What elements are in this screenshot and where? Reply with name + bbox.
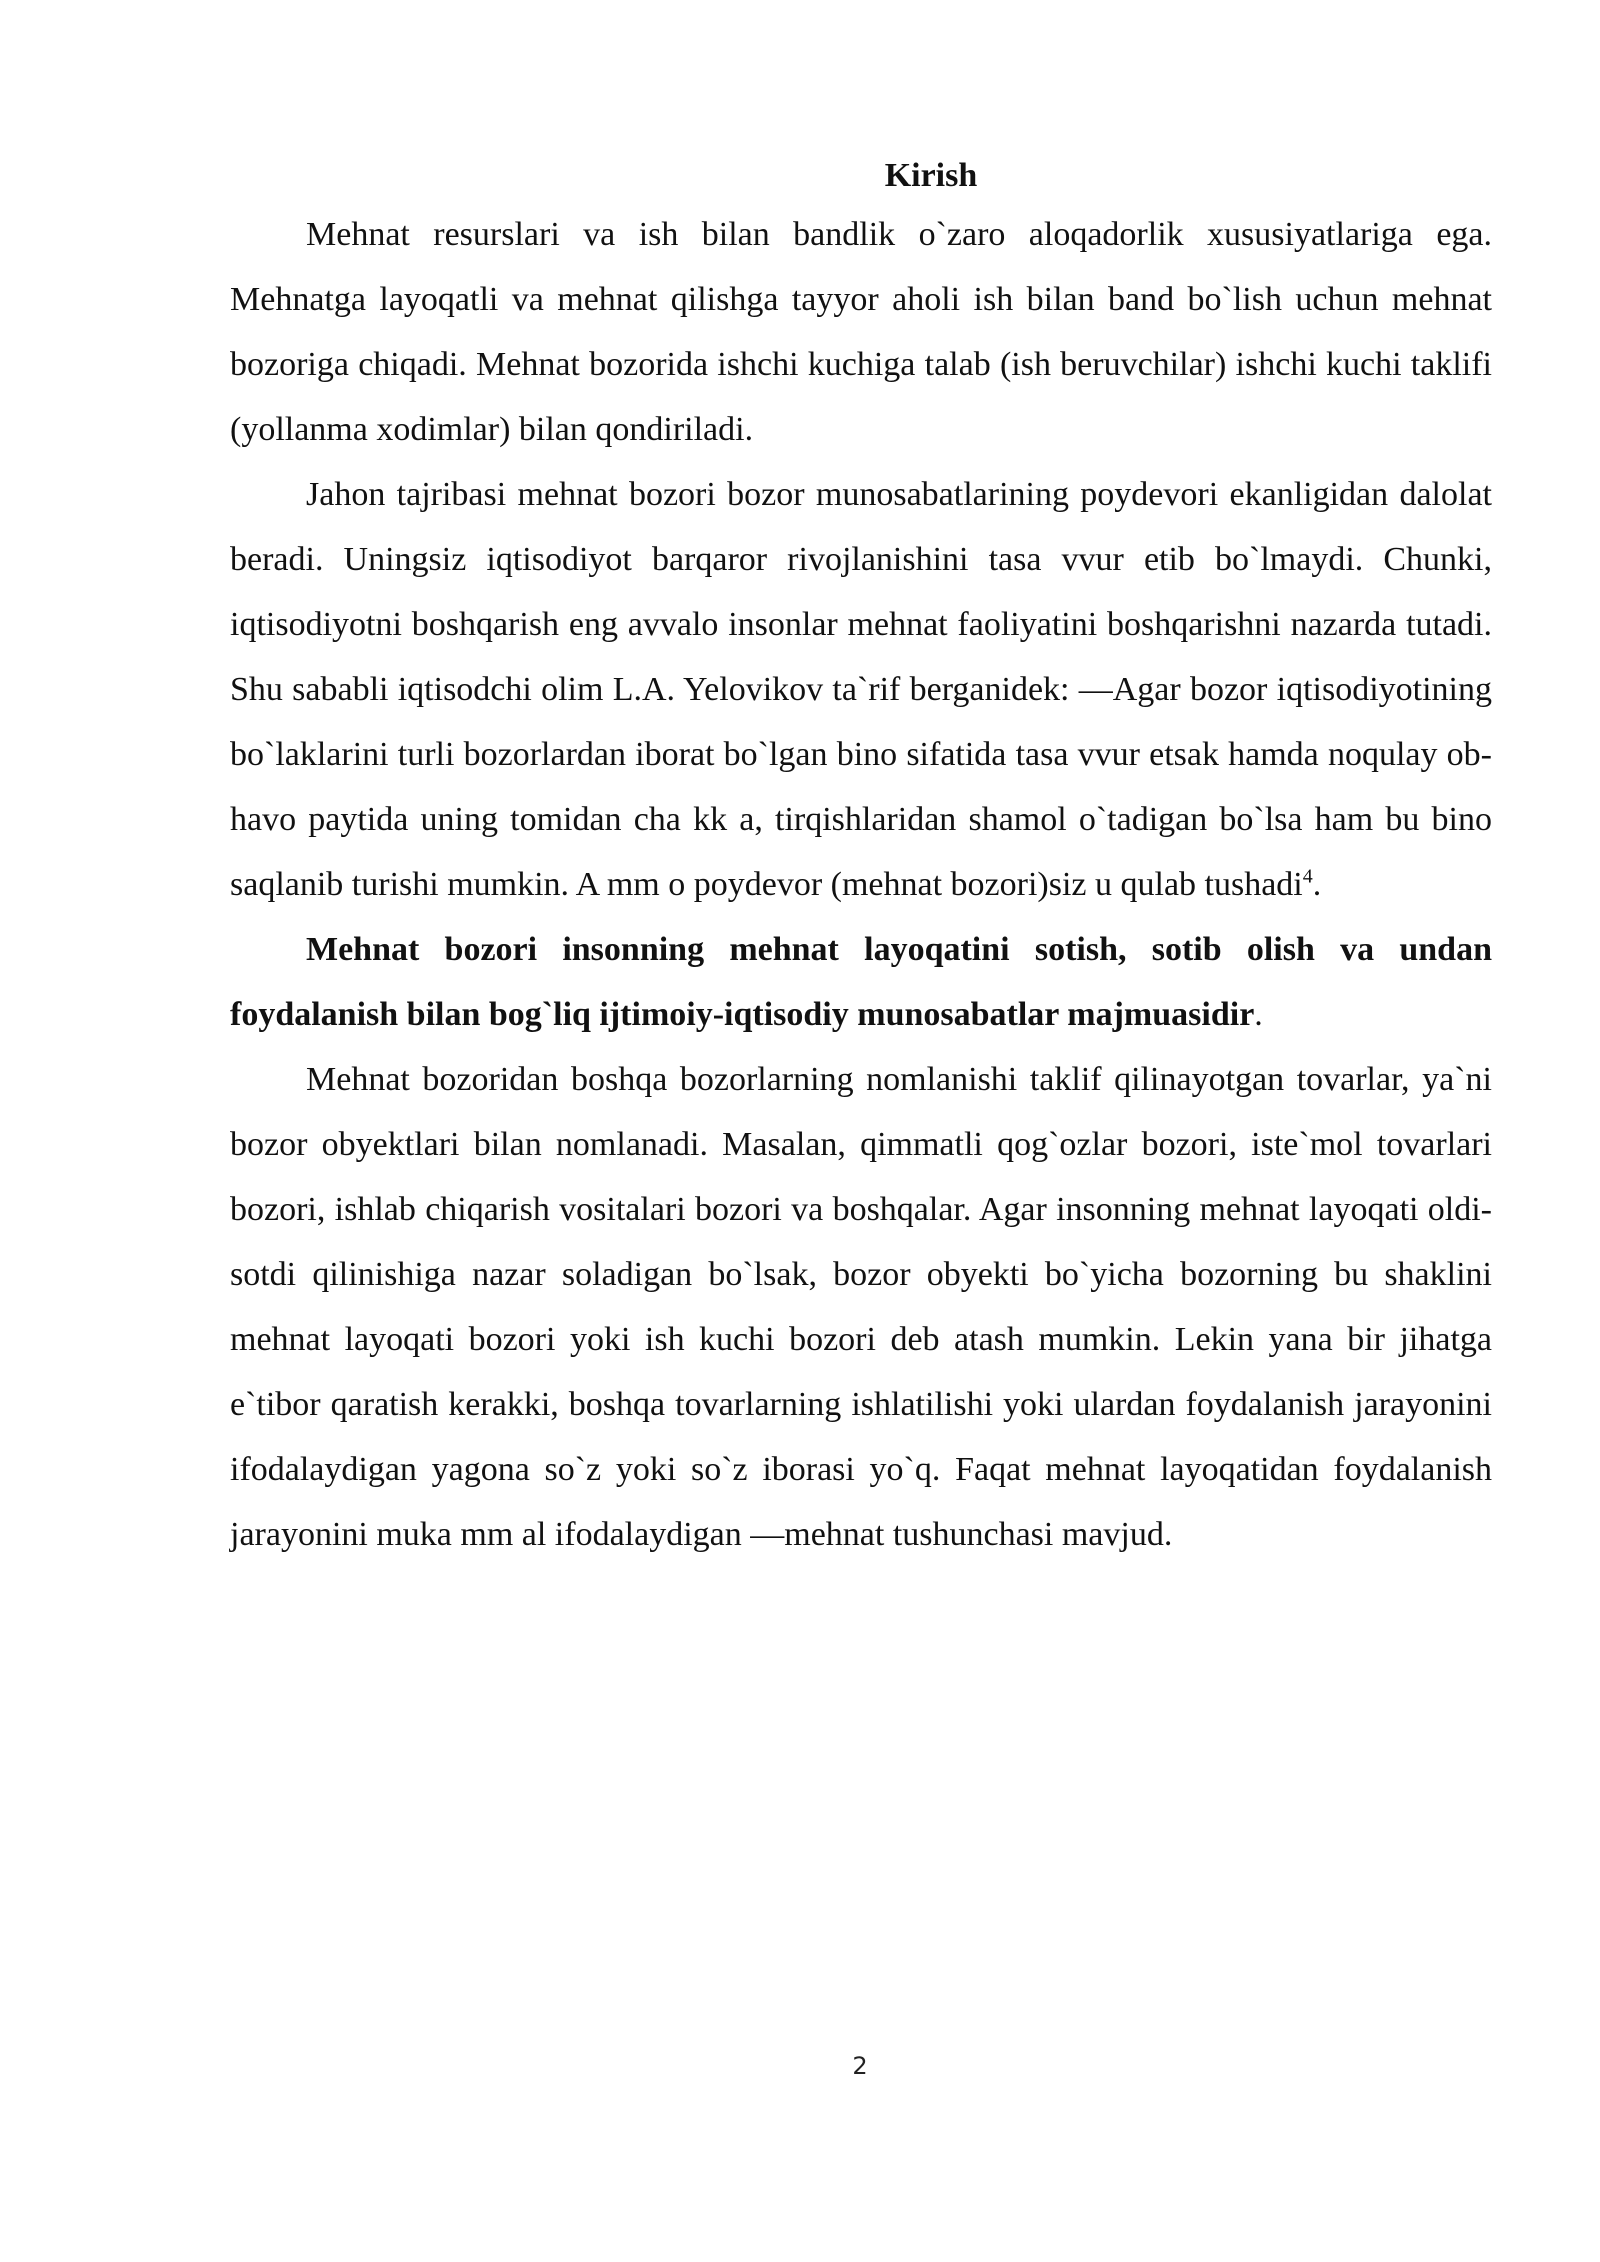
paragraph-2-end: . bbox=[1312, 866, 1322, 903]
paragraph-4 bbox=[230, 1047, 1492, 1567]
definition-text: Mehnat bozori insonning mehnat layoqatini sotish, sotib olish va undan foydalanish bilan bog`liq ijtimoiy-iqtisodiy munosabatlar majmuasidir bbox=[230, 931, 1492, 1033]
page-number: 2 bbox=[852, 2052, 868, 2080]
paragraph-1-text: Mehnat resurslari va ish bilan bandlik o`zaro aloqadorlik xususiyatlariga ega. Mehnatga layoqatli va mehnat qilishga tayyor aholi ish bilan band bo`lish uchun mehnat bozoriga chiqadi. Mehnat bozorida ishchi kuchiga talab (ish beruvchilar) ishchi kuchi taklifi (yollanma xodimlar) bilan qondiriladi. bbox=[230, 216, 1492, 448]
footnote-reference[interactable]: 4 bbox=[1302, 865, 1313, 888]
paragraph-1 bbox=[230, 202, 1492, 462]
paragraph-2-text: Jahon tajribasi mehnat bozori bozor munosabatlarining poydevori ekanligidan dalolat beradi. Uningsiz iqtisodiyot barqaror rivojlanishini tasa vvur etib bo`lmaydi. Chunki, iqtisodiyotni boshqarish eng avvalo insonlar mehnat faoliyatini boshqarishni nazarda tutadi. Shu sababli iqtisodchi olim L.A. Yelovikov ta`rif berganidek: ―Agar bozor iqtisodiyotining bo`laklarini turli bozorlardan iborat bo`lgan bino sifatida tasa vvur etsak hamda noqulay ob-havo paytida uning tomidan cha kk a, tirqishlaridan shamol o`tadigan bo`lsa ham bu bino saqlanib turishi mumkin. A mm o poydevor (mehnat bozori)siz u qulab tushadi bbox=[230, 476, 1492, 903]
paragraph-4-text: Mehnat bozoridan boshqa bozorlarning nomlanishi taklif qilinayotgan tovarlar, ya`ni bozor obyektlari bilan nomlanadi. Masalan, qimmatli qog`ozlar bozori, iste`mol tovarlari bozori, ishlab chiqarish vositalari bozori va boshqalar. Agar insonning mehnat layoqati oldi-sotdi qilinishiga nazar soladigan bo`lsak, bozor obyekti bo`yicha bozorning bu shaklini mehnat layoqati bozori yoki ish kuchi bozori deb atash mumkin. Lekin yana bir jihatga e`tibor qaratish kerakki, boshqa tovarlarning ishlatilishi yoki ulardan foydalanish jarayonini ifodalaydigan yagona so`z yoki so`z iborasi yo`q. Faqat mehnat layoqatidan foydalanish jarayonini muka mm al ifodalaydigan ―mehnat tushunchasi mavjud. bbox=[230, 1061, 1492, 1553]
definition-paragraph bbox=[230, 917, 1492, 1047]
section-title: Kirish bbox=[884, 157, 978, 194]
definition-end: . bbox=[1254, 996, 1263, 1033]
paragraph-2 bbox=[230, 462, 1492, 917]
page-body bbox=[230, 150, 1492, 1567]
